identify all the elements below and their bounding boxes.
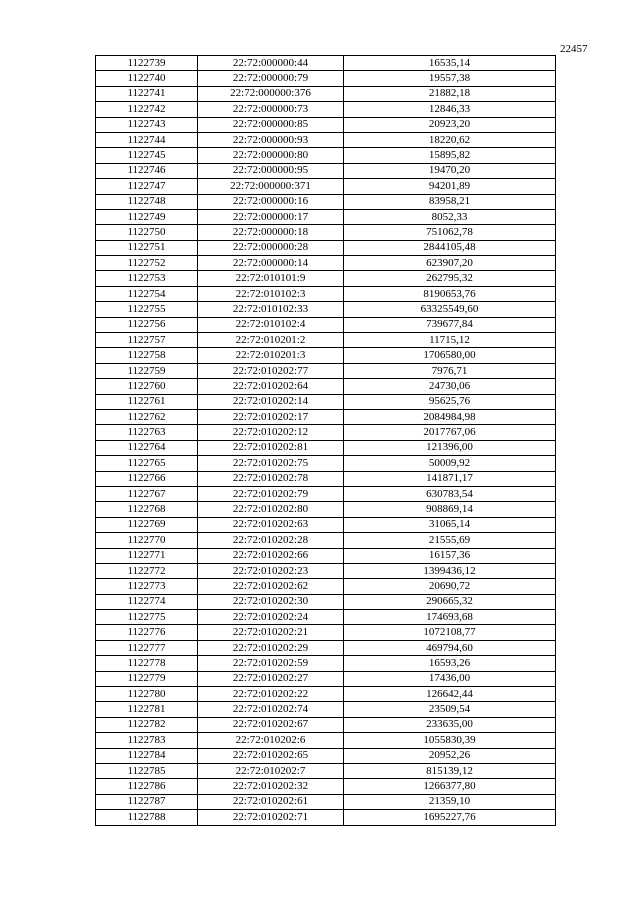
record-number-cell: 1122785 — [96, 763, 198, 778]
record-number-cell: 1122751 — [96, 240, 198, 255]
cadastral-number-cell: 22:72:010202:59 — [198, 656, 344, 671]
table-row — [96, 148, 556, 163]
value-cell: 2017767,06 — [344, 425, 556, 440]
cadastral-number-cell: 22:72:000000:376 — [198, 86, 344, 101]
cadastral-number-cell: 22:72:010202:61 — [198, 794, 344, 809]
record-number-cell: 1122784 — [96, 748, 198, 763]
record-number-cell: 1122767 — [96, 486, 198, 501]
record-number-cell: 1122771 — [96, 548, 198, 563]
value-cell: 751062,78 — [344, 225, 556, 240]
record-number-cell: 1122755 — [96, 302, 198, 317]
record-number-cell: 1122758 — [96, 348, 198, 363]
table-row — [96, 594, 556, 609]
cadastral-number-cell: 22:72:010202:17 — [198, 409, 344, 424]
record-number-cell: 1122760 — [96, 379, 198, 394]
cadastral-number-cell: 22:72:010202:77 — [198, 363, 344, 378]
cadastral-number-cell: 22:72:010202:22 — [198, 687, 344, 702]
cadastral-number-cell: 22:72:010102:33 — [198, 302, 344, 317]
value-cell: 174693,68 — [344, 610, 556, 625]
value-cell: 18220,62 — [344, 132, 556, 147]
value-cell: 1072108,77 — [344, 625, 556, 640]
record-number-cell: 1122763 — [96, 425, 198, 440]
record-number-cell: 1122747 — [96, 179, 198, 194]
record-number-cell: 1122746 — [96, 163, 198, 178]
cadastral-number-cell: 22:72:000000:85 — [198, 117, 344, 132]
value-cell: 2844105,48 — [344, 240, 556, 255]
cadastral-number-cell: 22:72:010201:2 — [198, 333, 344, 348]
cadastral-number-cell: 22:72:000000:93 — [198, 132, 344, 147]
value-cell: 94201,89 — [344, 179, 556, 194]
table-row — [96, 394, 556, 409]
cadastral-number-cell: 22:72:000000:28 — [198, 240, 344, 255]
table-row — [96, 56, 556, 71]
table-row — [96, 163, 556, 178]
table-row — [96, 763, 556, 778]
cadastral-number-cell: 22:72:000000:79 — [198, 71, 344, 86]
record-number-cell: 1122772 — [96, 563, 198, 578]
table-row — [96, 117, 556, 132]
page-number: 22457 — [560, 43, 588, 55]
record-number-cell: 1122748 — [96, 194, 198, 209]
table-row — [96, 533, 556, 548]
table-row — [96, 794, 556, 809]
record-number-cell: 1122753 — [96, 271, 198, 286]
value-cell: 20690,72 — [344, 579, 556, 594]
value-cell: 739677,84 — [344, 317, 556, 332]
record-number-cell: 1122786 — [96, 779, 198, 794]
value-cell: 21359,10 — [344, 794, 556, 809]
value-cell: 19470,20 — [344, 163, 556, 178]
value-cell: 7976,71 — [344, 363, 556, 378]
value-cell: 290665,32 — [344, 594, 556, 609]
cadastral-number-cell: 22:72:000000:17 — [198, 209, 344, 224]
value-cell: 469794,60 — [344, 640, 556, 655]
table-row — [96, 471, 556, 486]
table-row — [96, 209, 556, 224]
table-row — [96, 748, 556, 763]
value-cell: 16535,14 — [344, 56, 556, 71]
cadastral-number-cell: 22:72:010202:79 — [198, 486, 344, 501]
value-cell: 1695227,76 — [344, 810, 556, 825]
value-cell: 24730,06 — [344, 379, 556, 394]
record-number-cell: 1122770 — [96, 533, 198, 548]
cadastral-number-cell: 22:72:010202:7 — [198, 763, 344, 778]
value-cell: 126642,44 — [344, 687, 556, 702]
cadastral-number-cell: 22:72:010202:24 — [198, 610, 344, 625]
table-row — [96, 333, 556, 348]
record-number-cell: 1122777 — [96, 640, 198, 655]
table-row — [96, 456, 556, 471]
value-cell: 908869,14 — [344, 502, 556, 517]
cadastral-number-cell: 22:72:000000:95 — [198, 163, 344, 178]
cadastral-number-cell: 22:72:010202:23 — [198, 563, 344, 578]
table-row — [96, 71, 556, 86]
record-number-cell: 1122739 — [96, 56, 198, 71]
cadastral-number-cell: 22:72:010202:66 — [198, 548, 344, 563]
cadastral-number-cell: 22:72:010202:67 — [198, 717, 344, 732]
table-row — [96, 810, 556, 825]
record-number-cell: 1122780 — [96, 687, 198, 702]
table-row — [96, 579, 556, 594]
cadastral-number-cell: 22:72:010202:65 — [198, 748, 344, 763]
record-number-cell: 1122782 — [96, 717, 198, 732]
cadastral-number-cell: 22:72:000000:18 — [198, 225, 344, 240]
cadastral-number-cell: 22:72:010202:14 — [198, 394, 344, 409]
record-number-cell: 1122765 — [96, 456, 198, 471]
value-cell: 141871,17 — [344, 471, 556, 486]
record-number-cell: 1122740 — [96, 71, 198, 86]
cadastral-number-cell: 22:72:010202:21 — [198, 625, 344, 640]
table-row — [96, 240, 556, 255]
cadastral-number-cell: 22:72:010202:63 — [198, 517, 344, 532]
record-number-cell: 1122787 — [96, 794, 198, 809]
value-cell: 20952,26 — [344, 748, 556, 763]
table-row — [96, 179, 556, 194]
cadastral-number-cell: 22:72:010102:3 — [198, 286, 344, 301]
record-number-cell: 1122766 — [96, 471, 198, 486]
record-number-cell: 1122745 — [96, 148, 198, 163]
record-number-cell: 1122762 — [96, 409, 198, 424]
table-row — [96, 440, 556, 455]
cadastral-number-cell: 22:72:010202:71 — [198, 810, 344, 825]
value-cell: 15895,82 — [344, 148, 556, 163]
record-number-cell: 1122778 — [96, 656, 198, 671]
value-cell: 630783,54 — [344, 486, 556, 501]
record-number-cell: 1122779 — [96, 671, 198, 686]
record-number-cell: 1122743 — [96, 117, 198, 132]
value-cell: 19557,38 — [344, 71, 556, 86]
cadastral-number-cell: 22:72:000000:371 — [198, 179, 344, 194]
table-row — [96, 671, 556, 686]
value-cell: 12846,33 — [344, 102, 556, 117]
record-number-cell: 1122752 — [96, 256, 198, 271]
value-cell: 16593,26 — [344, 656, 556, 671]
table-row — [96, 348, 556, 363]
record-number-cell: 1122749 — [96, 209, 198, 224]
cadastral-number-cell: 22:72:010101:9 — [198, 271, 344, 286]
value-cell: 1399436,12 — [344, 563, 556, 578]
value-cell: 121396,00 — [344, 440, 556, 455]
cadastral-number-cell: 22:72:000000:73 — [198, 102, 344, 117]
cadastral-number-cell: 22:72:010202:29 — [198, 640, 344, 655]
table-row — [96, 563, 556, 578]
record-number-cell: 1122781 — [96, 702, 198, 717]
cadastral-number-cell: 22:72:000000:44 — [198, 56, 344, 71]
cadastral-number-cell: 22:72:010202:80 — [198, 502, 344, 517]
record-number-cell: 1122750 — [96, 225, 198, 240]
value-cell: 63325549,60 — [344, 302, 556, 317]
table-row — [96, 132, 556, 147]
record-number-cell: 1122773 — [96, 579, 198, 594]
value-cell: 16157,36 — [344, 548, 556, 563]
record-number-cell: 1122757 — [96, 333, 198, 348]
cadastral-number-cell: 22:72:010202:62 — [198, 579, 344, 594]
record-number-cell: 1122741 — [96, 86, 198, 101]
cadastral-number-cell: 22:72:010202:64 — [198, 379, 344, 394]
table-row — [96, 86, 556, 101]
value-cell: 17436,00 — [344, 671, 556, 686]
record-number-cell: 1122744 — [96, 132, 198, 147]
value-cell: 20923,20 — [344, 117, 556, 132]
table-row — [96, 656, 556, 671]
cadastral-number-cell: 22:72:010202:78 — [198, 471, 344, 486]
record-number-cell: 1122742 — [96, 102, 198, 117]
registry-table — [95, 55, 556, 826]
value-cell: 2084984,98 — [344, 409, 556, 424]
record-number-cell: 1122775 — [96, 610, 198, 625]
record-number-cell: 1122759 — [96, 363, 198, 378]
table-row — [96, 502, 556, 517]
value-cell: 233635,00 — [344, 717, 556, 732]
table-row — [96, 409, 556, 424]
record-number-cell: 1122769 — [96, 517, 198, 532]
cadastral-number-cell: 22:72:000000:80 — [198, 148, 344, 163]
record-number-cell: 1122756 — [96, 317, 198, 332]
table-row — [96, 548, 556, 563]
value-cell: 1055830,39 — [344, 733, 556, 748]
record-number-cell: 1122774 — [96, 594, 198, 609]
value-cell: 1266377,80 — [344, 779, 556, 794]
cadastral-number-cell: 22:72:010201:3 — [198, 348, 344, 363]
table-row — [96, 379, 556, 394]
record-number-cell: 1122768 — [96, 502, 198, 517]
value-cell: 262795,32 — [344, 271, 556, 286]
table-row — [96, 102, 556, 117]
cadastral-number-cell: 22:72:010202:81 — [198, 440, 344, 455]
table-row — [96, 425, 556, 440]
table-row — [96, 486, 556, 501]
record-number-cell: 1122776 — [96, 625, 198, 640]
table-row — [96, 640, 556, 655]
table-row — [96, 286, 556, 301]
record-number-cell: 1122764 — [96, 440, 198, 455]
table-row — [96, 733, 556, 748]
cadastral-number-cell: 22:72:010202:74 — [198, 702, 344, 717]
table-row — [96, 702, 556, 717]
cadastral-number-cell: 22:72:010202:28 — [198, 533, 344, 548]
value-cell: 1706580,00 — [344, 348, 556, 363]
value-cell: 50009,92 — [344, 456, 556, 471]
table-row — [96, 517, 556, 532]
cadastral-number-cell: 22:72:000000:14 — [198, 256, 344, 271]
cadastral-number-cell: 22:72:010202:27 — [198, 671, 344, 686]
table-row — [96, 225, 556, 240]
table-row — [96, 302, 556, 317]
value-cell: 11715,12 — [344, 333, 556, 348]
table-row — [96, 194, 556, 209]
record-number-cell: 1122761 — [96, 394, 198, 409]
table-row — [96, 363, 556, 378]
value-cell: 623907,20 — [344, 256, 556, 271]
table-row — [96, 625, 556, 640]
cadastral-number-cell: 22:72:010202:6 — [198, 733, 344, 748]
record-number-cell: 1122788 — [96, 810, 198, 825]
value-cell: 83958,21 — [344, 194, 556, 209]
table-row — [96, 779, 556, 794]
table-row — [96, 271, 556, 286]
value-cell: 31065,14 — [344, 517, 556, 532]
table-row — [96, 717, 556, 732]
cadastral-number-cell: 22:72:010202:32 — [198, 779, 344, 794]
value-cell: 23509,54 — [344, 702, 556, 717]
value-cell: 95625,76 — [344, 394, 556, 409]
value-cell: 8190653,76 — [344, 286, 556, 301]
cadastral-number-cell: 22:72:010102:4 — [198, 317, 344, 332]
value-cell: 8052,33 — [344, 209, 556, 224]
cadastral-number-cell: 22:72:010202:12 — [198, 425, 344, 440]
value-cell: 815139,12 — [344, 763, 556, 778]
cadastral-number-cell: 22:72:010202:30 — [198, 594, 344, 609]
value-cell: 21555,69 — [344, 533, 556, 548]
table-row — [96, 610, 556, 625]
record-number-cell: 1122754 — [96, 286, 198, 301]
cadastral-number-cell: 22:72:000000:16 — [198, 194, 344, 209]
table-row — [96, 687, 556, 702]
registry-table-body — [96, 56, 556, 826]
cadastral-number-cell: 22:72:010202:75 — [198, 456, 344, 471]
value-cell: 21882,18 — [344, 86, 556, 101]
table-row — [96, 256, 556, 271]
table-row — [96, 317, 556, 332]
record-number-cell: 1122783 — [96, 733, 198, 748]
